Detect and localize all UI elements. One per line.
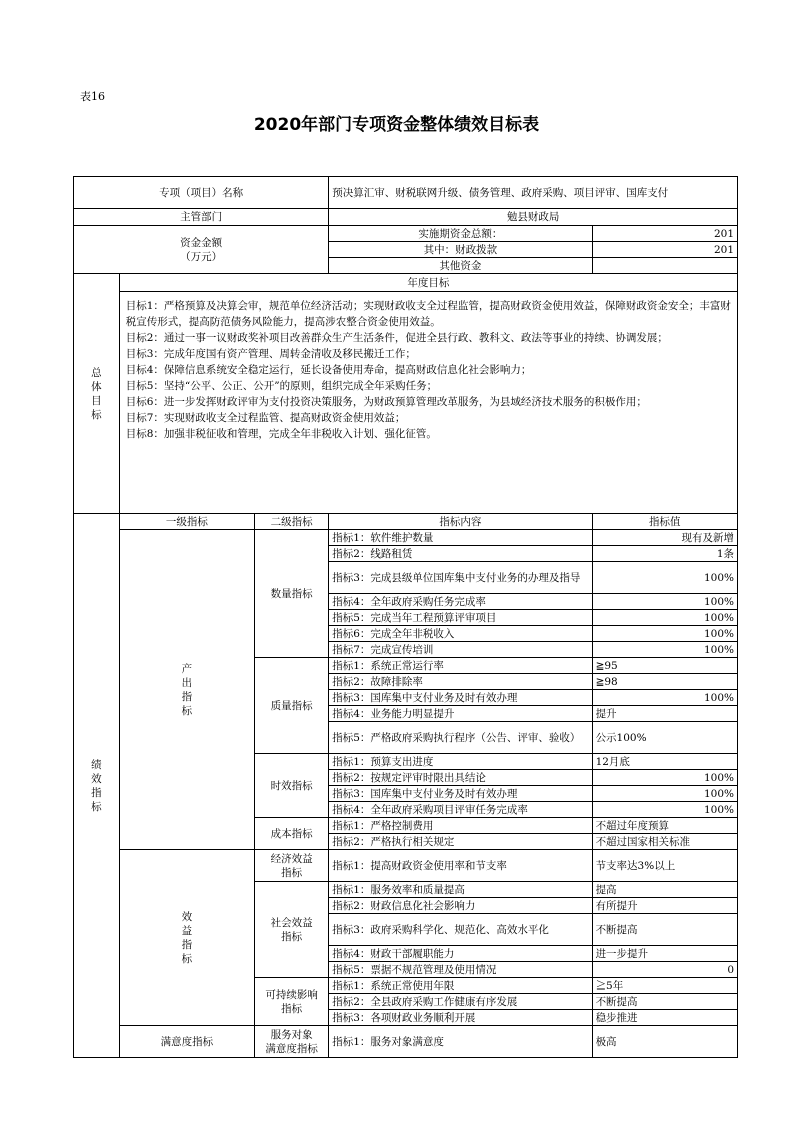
timeliness-row-content: 指标1：预算支出进度 <box>329 754 592 770</box>
project-name-label: 专项（项目）名称 <box>74 177 329 209</box>
quality-row-content: 指标3：国库集中支付业务及时有效办理 <box>329 690 592 706</box>
cost-row-value: 不超过国家相关标准 <box>592 834 737 850</box>
quantity-row-value: 1条 <box>592 546 737 562</box>
quantity-row-content: 指标7：完成宣传培训 <box>329 642 592 658</box>
quality-row-value: 100% <box>592 690 737 706</box>
cost-row-value: 不超过年度预算 <box>592 818 737 834</box>
sustainable-row-value: 稳步推进 <box>592 1010 737 1026</box>
sustainable-label-line2: 指标 <box>281 1002 303 1015</box>
header-value: 指标值 <box>592 514 737 530</box>
funds-total-label: 实施期资金总额： <box>329 226 592 242</box>
department-value: 勉县财政局 <box>329 209 738 226</box>
quantity-row-value: 100% <box>592 594 737 610</box>
overall-goal-side-label: 总 体 目 标 <box>74 274 120 514</box>
quality-row-content: 指标1：系统正常运行率 <box>329 658 592 674</box>
quantity-row-content: 指标5：完成当年工程预算评审项目 <box>329 610 592 626</box>
timeliness-indicator-label: 时效指标 <box>254 754 328 818</box>
sustainable-row-value: ≧5年 <box>592 978 737 994</box>
social-label-line2: 指标 <box>281 930 303 943</box>
funds-other-value <box>592 258 737 274</box>
quality-row-value: ≧98 <box>592 674 737 690</box>
cost-row-content: 指标1：严格控制费用 <box>329 818 592 834</box>
quantity-row-content: 指标1：软件维护数量 <box>329 530 592 546</box>
performance-side-label: 绩 效 指 标 <box>74 514 120 1058</box>
quality-row-content: 指标5：严格政府采购执行程序（公告、评审、验收） <box>329 722 592 754</box>
quantity-row-value: 100% <box>592 642 737 658</box>
timeliness-row-value: 100% <box>592 770 737 786</box>
quantity-row-content: 指标6：完成全年非税收入 <box>329 626 592 642</box>
timeliness-row-value: 12月底 <box>592 754 737 770</box>
output-indicator-label: 产 出 指 标 <box>119 530 254 850</box>
timeliness-row-content: 指标4：全年政府采购项目评审任务完成率 <box>329 802 592 818</box>
funds-other-label: 其他资金 <box>329 258 592 274</box>
social-row-content: 指标3：政府采购科学化、规范化、高效水平化 <box>329 914 592 946</box>
quantity-row-value: 100% <box>592 562 737 594</box>
quantity-row-content: 指标4：全年政府采购任务完成率 <box>329 594 592 610</box>
satisfaction-row-content: 指标1：服务对象满意度 <box>329 1026 592 1058</box>
funds-total-value: 201 <box>592 226 737 242</box>
header-level2: 二级指标 <box>254 514 328 530</box>
sustainable-row-content: 指标2：全县政府采购工作健康有序发展 <box>329 994 592 1010</box>
funds-fiscal-value: 201 <box>592 242 737 258</box>
quality-row-value: 公示100% <box>592 722 737 754</box>
department-label: 主管部门 <box>74 209 329 226</box>
quality-indicator-label: 质量指标 <box>254 658 328 754</box>
cost-indicator-label: 成本指标 <box>254 818 328 850</box>
timeliness-row-value: 100% <box>592 802 737 818</box>
quality-row-content: 指标2：故障排除率 <box>329 674 592 690</box>
annual-goal-text: 目标1：严格预算及决算会审，规范单位经济活动；实现财政收支全过程监管，提高财政资金使用效益，保障财政资金安全；丰富财税宣传形式，提高防范债务风险能力，提高涉农整合资金使用效益。 目标2：通过一事一议财政奖补项目改善群众生产生活条件，促进全县行政、教科文、政法等事业的持续、协调发展； 目标3：完成年度国有资产管理、周转金清收及移民搬迁工作； 目标4：保障信息系统安全稳定运行，延长设备使用寿命，提高财政信息化社会影响力； 目标5：坚持“公平、公正、公开”的原则，组织完成全年采购任务； 目标6：进一步发挥财政评审为支付投资决策服务，为财政预算管理改革服务，为县域经济技术服务的积极作用； 目标7：实现财政收支全过程监管、提高财政资金使用效益； 目标8：加强非税征收和管理，完成全年非税收入计划、强化征管。 <box>119 292 737 514</box>
sustainable-row-content: 指标3：各项财政业务顺利开展 <box>329 1010 592 1026</box>
funds-label-line1: 资金金额 <box>180 236 223 249</box>
satisfaction-indicator-label: 满意度指标 <box>119 1026 254 1058</box>
quality-row-content: 指标4：业务能力明显提升 <box>329 706 592 722</box>
social-row-value: 提高 <box>592 882 737 898</box>
performance-goal-table <box>73 176 738 1058</box>
sustainable-indicator-label <box>254 978 328 1026</box>
sustainable-row-content: 指标1：系统正常使用年限 <box>329 978 592 994</box>
sustainable-row-value: 不断提高 <box>592 994 737 1010</box>
economic-row-value: 节支率达3%以上 <box>592 850 737 882</box>
social-indicator-label <box>254 882 328 978</box>
social-row-content: 指标5：票据不规范管理及使用情况 <box>329 962 592 978</box>
funds-fiscal-label: 其中：财政拨款 <box>329 242 592 258</box>
header-content: 指标内容 <box>329 514 592 530</box>
social-row-content: 指标1：服务效率和质量提高 <box>329 882 592 898</box>
economic-label-line2: 指标 <box>281 866 303 879</box>
quantity-row-value: 现有及新增 <box>592 530 737 546</box>
timeliness-row-content: 指标3：国库集中支付业务及时有效办理 <box>329 786 592 802</box>
social-row-value: 有所提升 <box>592 898 737 914</box>
timeliness-row-content: 指标2：按规定评审时限出具结论 <box>329 770 592 786</box>
funds-label <box>74 226 329 274</box>
economic-label-line1: 经济效益 <box>270 852 313 865</box>
benefit-indicator-label: 效 益 指 标 <box>119 850 254 1026</box>
quantity-row-content: 指标3：完成县级单位国库集中支付业务的办理及指导 <box>329 562 592 594</box>
quantity-row-value: 100% <box>592 610 737 626</box>
satisfaction-label-line2: 满意度指标 <box>265 1042 318 1055</box>
sustainable-label-line1: 可持续影响 <box>265 988 318 1001</box>
social-label-line1: 社会效益 <box>270 916 313 929</box>
quality-row-value: 提升 <box>592 706 737 722</box>
social-row-content: 指标2：财政信息化社会影响力 <box>329 898 592 914</box>
quantity-row-value: 100% <box>592 626 737 642</box>
header-level1: 一级指标 <box>119 514 254 530</box>
timeliness-row-value: 100% <box>592 786 737 802</box>
social-row-value: 进一步提升 <box>592 946 737 962</box>
table-number-label: 表16 <box>80 90 105 103</box>
social-row-content: 指标4：财政干部履职能力 <box>329 946 592 962</box>
satisfaction-row-value: 极高 <box>592 1026 737 1058</box>
social-row-value: 不断提高 <box>592 914 737 946</box>
satisfaction-label-line1: 服务对象 <box>270 1028 313 1041</box>
funds-label-line2: （万元） <box>180 250 223 263</box>
project-name-value: 预决算汇审、财税联网升级、债务管理、政府采购、项目评审、国库支付 <box>329 177 738 209</box>
cost-row-content: 指标2：严格执行相关规定 <box>329 834 592 850</box>
quantity-row-content: 指标2：线路租赁 <box>329 546 592 562</box>
economic-indicator-label <box>254 850 328 882</box>
annual-goal-header: 年度目标 <box>119 274 737 292</box>
social-row-value: 0 <box>592 962 737 978</box>
economic-row-content: 指标1：提高财政资金使用率和节支率 <box>329 850 592 882</box>
quality-row-value: ≧95 <box>592 658 737 674</box>
quantity-indicator-label: 数量指标 <box>254 530 328 658</box>
service-satisfaction-label <box>254 1026 328 1058</box>
page-title: 2020年部门专项资金整体绩效目标表 <box>253 115 540 135</box>
